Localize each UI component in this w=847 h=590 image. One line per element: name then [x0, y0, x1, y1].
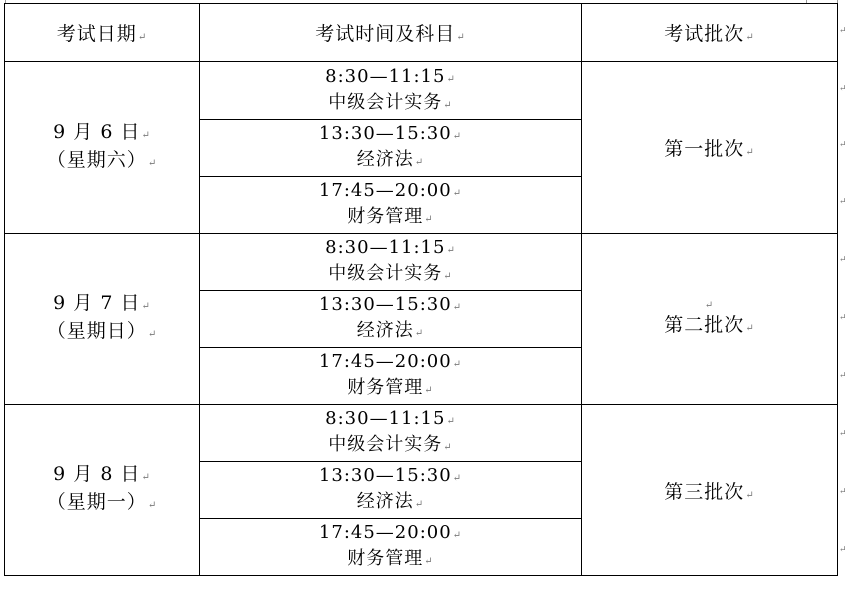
paragraph-mark-icon: ↵ [443, 271, 453, 282]
weekday-label: （星期六） [46, 148, 147, 171]
slot-subject: 财务管理 [347, 548, 424, 569]
slot-time: 17:45—20:00 [318, 351, 452, 372]
row-end-mark-icon: ↵ [839, 84, 847, 94]
date-label: 9 月 6 日 [53, 120, 141, 143]
slot-time: 13:30—15:30 [318, 465, 452, 486]
slot-subject: 经济法 [356, 320, 414, 341]
paragraph-mark-icon: ↵ [452, 302, 463, 313]
paragraph-mark-icon: ↵ [141, 301, 151, 312]
paragraph-mark-icon: ↵ [745, 147, 755, 158]
paragraph-mark-icon: ↵ [452, 188, 463, 199]
paragraph-mark-icon: ↵ [424, 214, 434, 225]
slot-subject: 经济法 [356, 149, 414, 170]
slot-subject: 财务管理 [347, 377, 424, 398]
paragraph-mark-icon: ↵ [414, 157, 425, 168]
paragraph-mark-icon: ↵ [452, 359, 463, 370]
paragraph-mark-icon: ↵ [456, 32, 466, 43]
table-header-row [5, 4, 838, 62]
date-label: 9 月 7 日 [53, 292, 141, 314]
date-label: 9 月 8 日 [53, 463, 141, 485]
row-end-mark-icon: ↵ [839, 26, 847, 36]
header-cell-batch[interactable] [582, 4, 838, 62]
paragraph-mark-icon: ↵ [424, 385, 434, 396]
paragraph-mark-icon: ↵ [141, 472, 151, 483]
slot-cell[interactable] [200, 120, 582, 177]
slot-time: 8:30—11:15 [325, 237, 446, 258]
paragraph-mark-icon: ↵ [443, 99, 453, 111]
slot-subject: 中级会计实务 [328, 434, 443, 455]
paragraph-mark-icon: ↵ [745, 322, 755, 334]
batch-label: 第一批次 [664, 138, 745, 160]
table-row [5, 405, 838, 462]
row-end-mark-icon: ↵ [839, 313, 847, 323]
paragraph-mark-icon: ↵ [446, 73, 456, 85]
exam-schedule-table [4, 3, 838, 576]
slot-time: 17:45—20:00 [318, 180, 452, 201]
paragraph-mark-icon: ↵ [147, 157, 158, 169]
header-cell-date[interactable] [5, 4, 200, 62]
paragraph-mark-icon: ↵ [446, 416, 456, 427]
batch-cell-day-1[interactable] [582, 62, 838, 234]
header-time-subject-label: 考试时间及科目 [315, 23, 456, 45]
row-end-mark-icon: ↵ [839, 255, 847, 265]
batch-label: 第二批次 [664, 313, 745, 336]
row-end-mark-icon: ↵ [839, 429, 847, 439]
table-row [5, 234, 838, 291]
paragraph-mark-icon: ↵ [452, 473, 463, 484]
row-end-mark-icon: ↵ [839, 545, 847, 555]
weekday-label: （星期日） [46, 320, 147, 342]
batch-cell-day-2[interactable] [582, 234, 838, 405]
slot-time: 8:30—11:15 [325, 65, 446, 87]
batch-label: 第三批次 [664, 480, 745, 503]
slot-cell[interactable] [200, 62, 582, 120]
slot-cell[interactable] [200, 405, 582, 462]
slot-cell[interactable] [200, 234, 582, 291]
slot-cell[interactable] [200, 291, 582, 348]
date-cell-day-1[interactable] [5, 62, 200, 234]
date-cell-day-2[interactable] [5, 234, 200, 405]
paragraph-mark-icon: ↵ [414, 328, 425, 339]
row-end-mark-icon: ↵ [839, 371, 847, 381]
slot-subject: 中级会计实务 [328, 263, 443, 284]
slot-cell[interactable] [200, 462, 582, 519]
paragraph-mark-icon: ↵ [704, 299, 715, 311]
slot-time: 8:30—11:15 [325, 408, 446, 429]
paragraph-mark-icon: ↵ [137, 32, 148, 43]
paragraph-mark-icon: ↵ [147, 329, 158, 340]
paragraph-mark-icon: ↵ [452, 131, 463, 142]
slot-cell[interactable] [200, 348, 582, 405]
batch-cell-day-3[interactable] [582, 405, 838, 576]
table-row [5, 62, 838, 120]
paragraph-mark-icon: ↵ [443, 442, 453, 453]
paragraph-mark-icon: ↵ [147, 500, 158, 511]
date-cell-day-3[interactable] [5, 405, 200, 576]
slot-subject: 中级会计实务 [328, 91, 443, 113]
row-end-marks [839, 0, 845, 590]
header-batch-label: 考试批次 [664, 23, 745, 45]
paragraph-mark-icon: ↵ [141, 129, 151, 141]
paragraph-mark-icon: ↵ [424, 556, 434, 567]
slot-subject: 财务管理 [347, 206, 424, 227]
paragraph-mark-icon: ↵ [452, 530, 463, 541]
row-end-mark-icon: ↵ [839, 140, 847, 150]
paragraph-mark-icon: ↵ [745, 32, 755, 43]
paragraph-mark-icon: ↵ [745, 489, 755, 501]
slot-cell[interactable] [200, 519, 582, 576]
slot-time: 13:30—15:30 [318, 294, 452, 315]
slot-subject: 经济法 [356, 491, 414, 512]
paragraph-mark-icon: ↵ [446, 245, 456, 256]
slot-time: 17:45—20:00 [318, 522, 452, 543]
slot-cell[interactable] [200, 177, 582, 234]
paragraph-mark-icon: ↵ [414, 499, 425, 510]
row-end-mark-icon: ↵ [839, 487, 847, 497]
weekday-label: （星期一） [46, 491, 147, 513]
row-end-mark-icon: ↵ [839, 197, 847, 207]
header-date-label: 考试日期 [56, 23, 137, 45]
slot-time: 13:30—15:30 [318, 123, 452, 144]
header-cell-time-subject[interactable] [200, 4, 582, 62]
